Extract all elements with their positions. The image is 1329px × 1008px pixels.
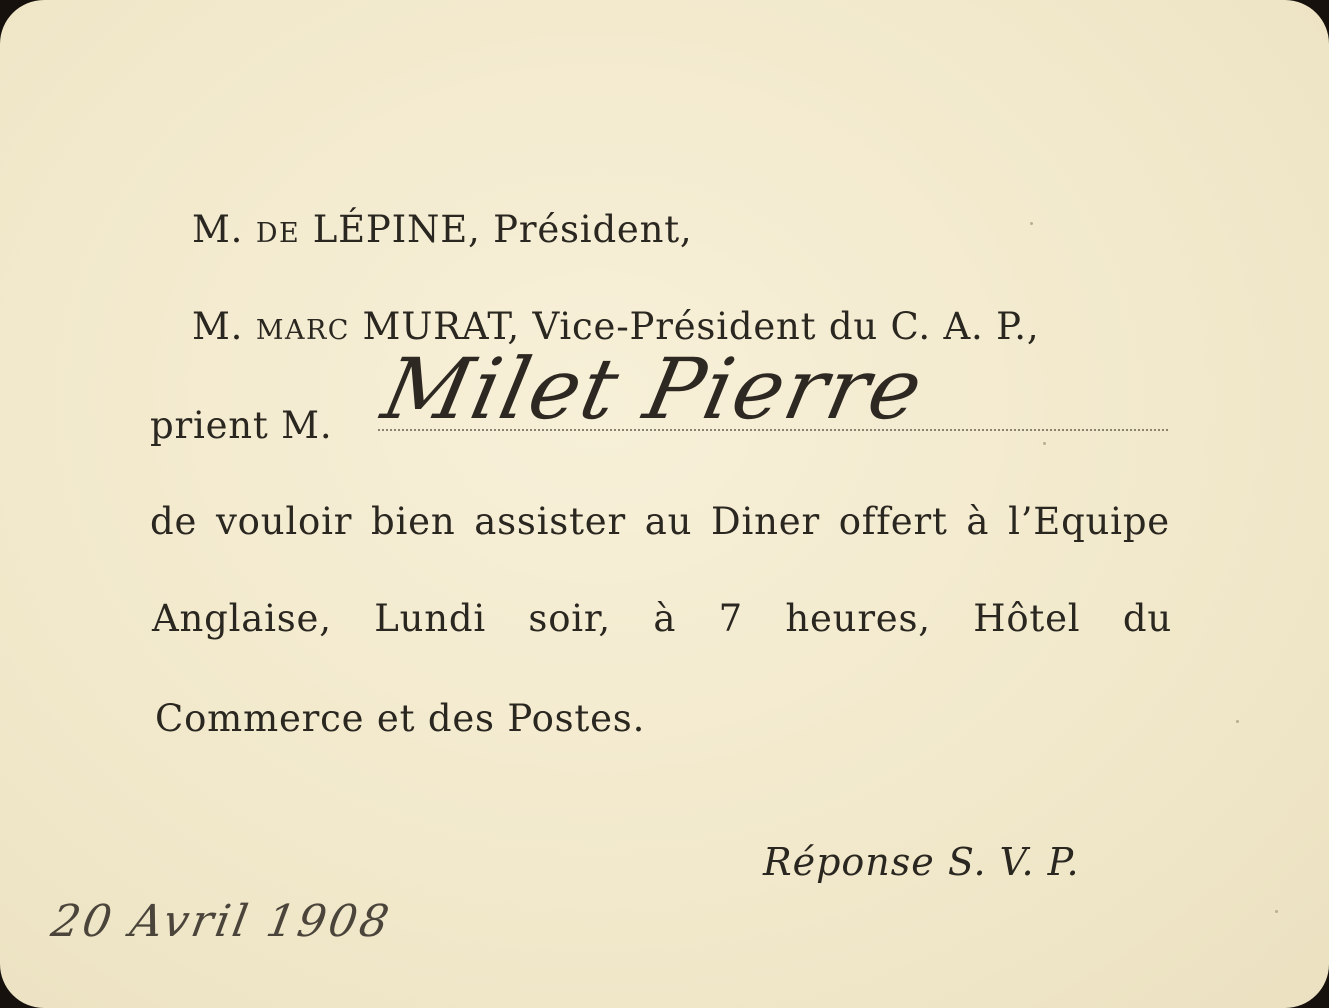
body-word: assister (474, 500, 626, 543)
paper-speck (1030, 222, 1033, 225)
cohost-prefix: M. (192, 305, 244, 348)
date-handwritten: 20 Avril 1908 (47, 896, 396, 947)
host-line-president (192, 208, 692, 251)
paper-speck (1275, 910, 1278, 913)
body-word: soir, (528, 597, 611, 640)
cohost-role: Vice-Président du C. A. P., (532, 305, 1040, 348)
cohost-surname: MURAT, (362, 305, 520, 348)
body-word: au (644, 500, 693, 543)
body-word: l’Equipe (1008, 500, 1170, 543)
cohost-first-name: MARC (255, 315, 350, 346)
body-line-3: Commerce et des Postes. (155, 697, 646, 740)
body-word: 7 (718, 597, 743, 640)
body-word: de (150, 500, 198, 543)
body-line-1 (150, 500, 1170, 543)
request-line: prient M. (150, 404, 333, 447)
host-prefix: M. (192, 208, 244, 251)
rsvp-text: Réponse S. V. P. (763, 840, 1080, 884)
body-line-2 (152, 597, 1172, 640)
body-word: à (966, 500, 990, 543)
host-name: LÉPINE, (312, 208, 481, 251)
paper-speck (1043, 442, 1046, 445)
body-word: vouloir (215, 500, 353, 543)
body-word: Lundi (374, 597, 486, 640)
paper-speck (1236, 720, 1239, 723)
body-word: bien (371, 500, 456, 543)
guest-name-handwritten: Milet Pierre (374, 340, 933, 438)
body-word: offert (838, 500, 948, 543)
host-particle: DE (255, 218, 301, 249)
body-word: Hôtel (973, 597, 1081, 640)
body-word: à (653, 597, 677, 640)
body-word: heures, (785, 597, 931, 640)
body-word: du (1122, 597, 1172, 640)
body-word: Diner (711, 500, 820, 543)
host-title: Président, (493, 208, 693, 251)
body-word: Anglaise, (152, 597, 332, 640)
